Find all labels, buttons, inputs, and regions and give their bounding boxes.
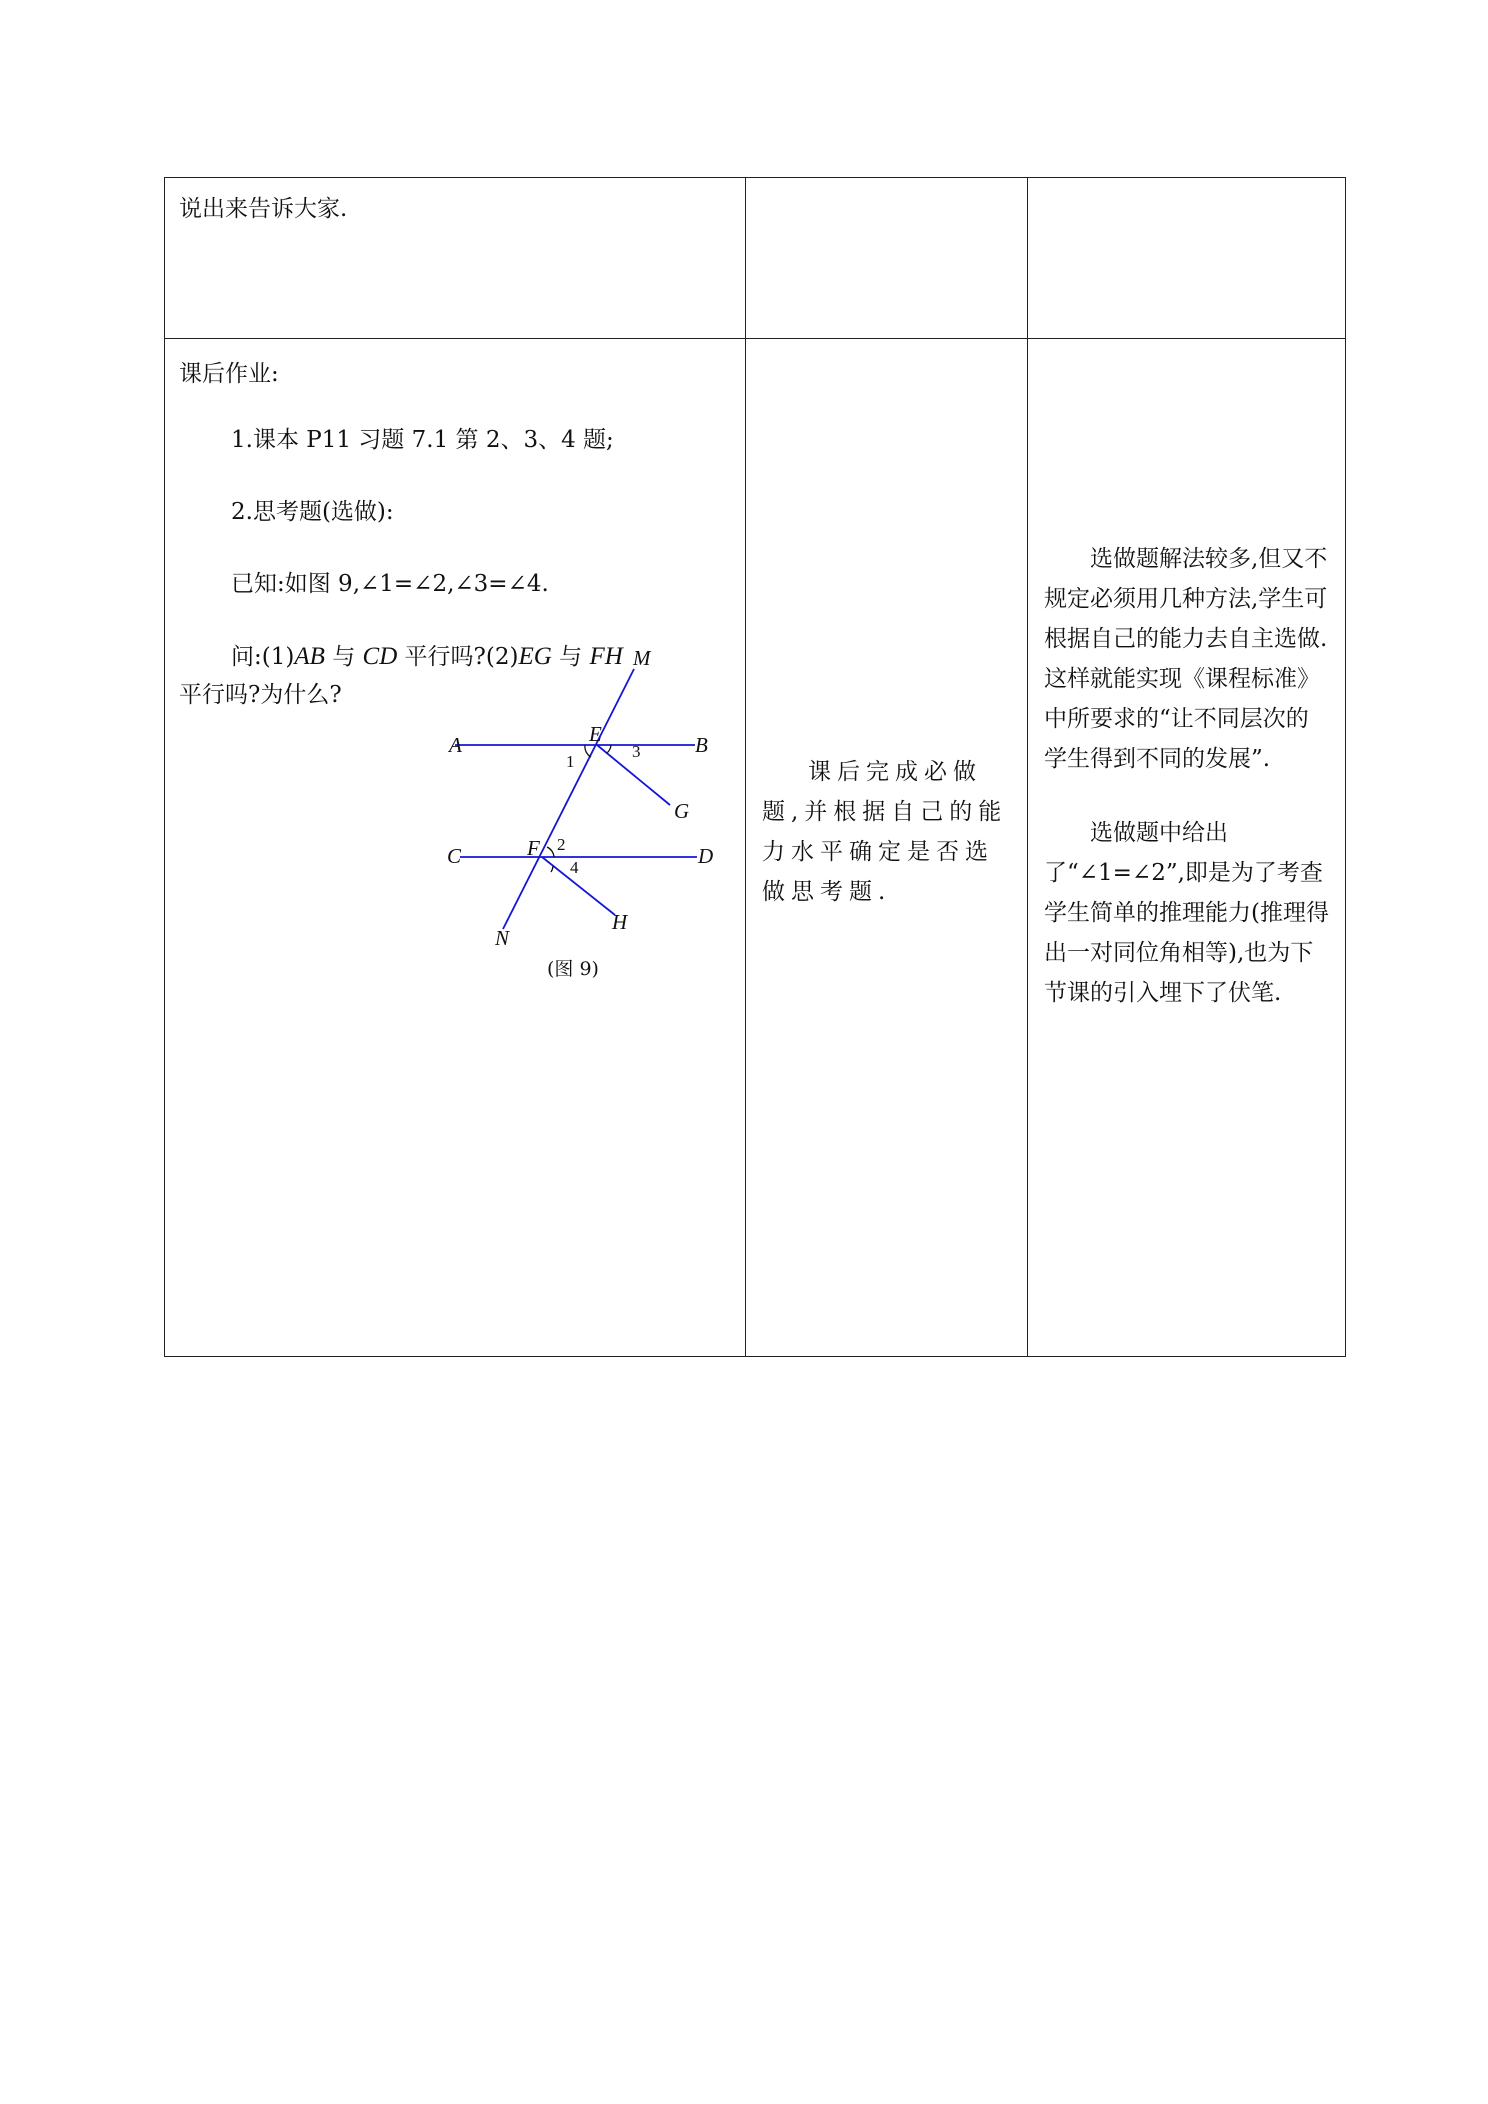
label-m: M xyxy=(633,646,651,670)
student-activity-text: 课后完成必做题,并根据自己的能力水平确定是否选做思考题. xyxy=(762,759,1008,905)
label-g: G xyxy=(674,799,690,823)
label-b: B xyxy=(695,733,708,757)
activity-text: 说出来告诉大家. xyxy=(179,196,348,222)
question-line-2: 平行吗?为什么? xyxy=(179,682,342,708)
var-cd: CD xyxy=(362,643,398,670)
var-eg: EG xyxy=(518,643,552,670)
angle-label-4: 4 xyxy=(570,858,579,877)
intent-paragraph-1: 选做题解法较多,但又不规定必须用几种方法,学生可根据自己的能力去自主选做.这样就能实现《课程标准》中所要求的“让不同层次的学生得到不同的发展”. xyxy=(1044,546,1328,772)
line-mn xyxy=(503,669,634,929)
homework-item-1: 1.课本 P11 习题 7.1 第 2、3、4 题; xyxy=(231,427,614,453)
angle-2-arc xyxy=(547,847,554,857)
lesson-plan-table xyxy=(164,177,1346,1357)
figure-svg xyxy=(165,339,745,1356)
activity-cell xyxy=(165,178,746,339)
label-d: D xyxy=(698,844,714,868)
label-h: H xyxy=(612,910,628,934)
student-activity-cell xyxy=(746,339,1028,1357)
label-f: F xyxy=(527,836,540,860)
homework-title: 课后作业: xyxy=(179,361,279,387)
angle-label-3: 3 xyxy=(632,742,641,761)
angle-label-1: 1 xyxy=(566,752,575,771)
design-intent-cell xyxy=(1028,339,1346,1357)
given-condition: 已知:如图 9,∠1=∠2,∠3=∠4. xyxy=(231,571,549,597)
label-e: E xyxy=(589,722,602,746)
angle-3-arc xyxy=(607,745,611,753)
intent-paragraph-2: 选做题中给出了“∠1=∠2”,即是为了考查学生简单的推理能力(推理得出一对同位角相等),也为下节课的引入埋下了伏笔. xyxy=(1044,820,1329,1006)
angle-4-arc xyxy=(551,866,553,872)
homework-cell xyxy=(165,339,746,1357)
intent-cell xyxy=(1028,178,1346,339)
question-prefix: 问:(1) xyxy=(231,644,295,670)
label-n: N xyxy=(495,926,510,950)
question-and: 与 xyxy=(324,644,363,670)
question-and: 与 xyxy=(551,644,590,670)
question-mid: 平行吗?(2) xyxy=(397,644,519,670)
homework-item-2: 2.思考题(选做): xyxy=(231,499,394,525)
table-row xyxy=(165,178,1346,339)
line-fh xyxy=(542,857,615,915)
label-c: C xyxy=(447,844,462,868)
student-cell xyxy=(746,178,1028,339)
label-a: A xyxy=(449,733,462,757)
figure-lines xyxy=(455,669,697,929)
table-row xyxy=(165,339,1346,1357)
var-fh: FH xyxy=(589,643,623,670)
figure-caption: (图 9) xyxy=(547,958,599,980)
var-ab: AB xyxy=(294,643,325,670)
angle-label-2: 2 xyxy=(557,835,566,854)
